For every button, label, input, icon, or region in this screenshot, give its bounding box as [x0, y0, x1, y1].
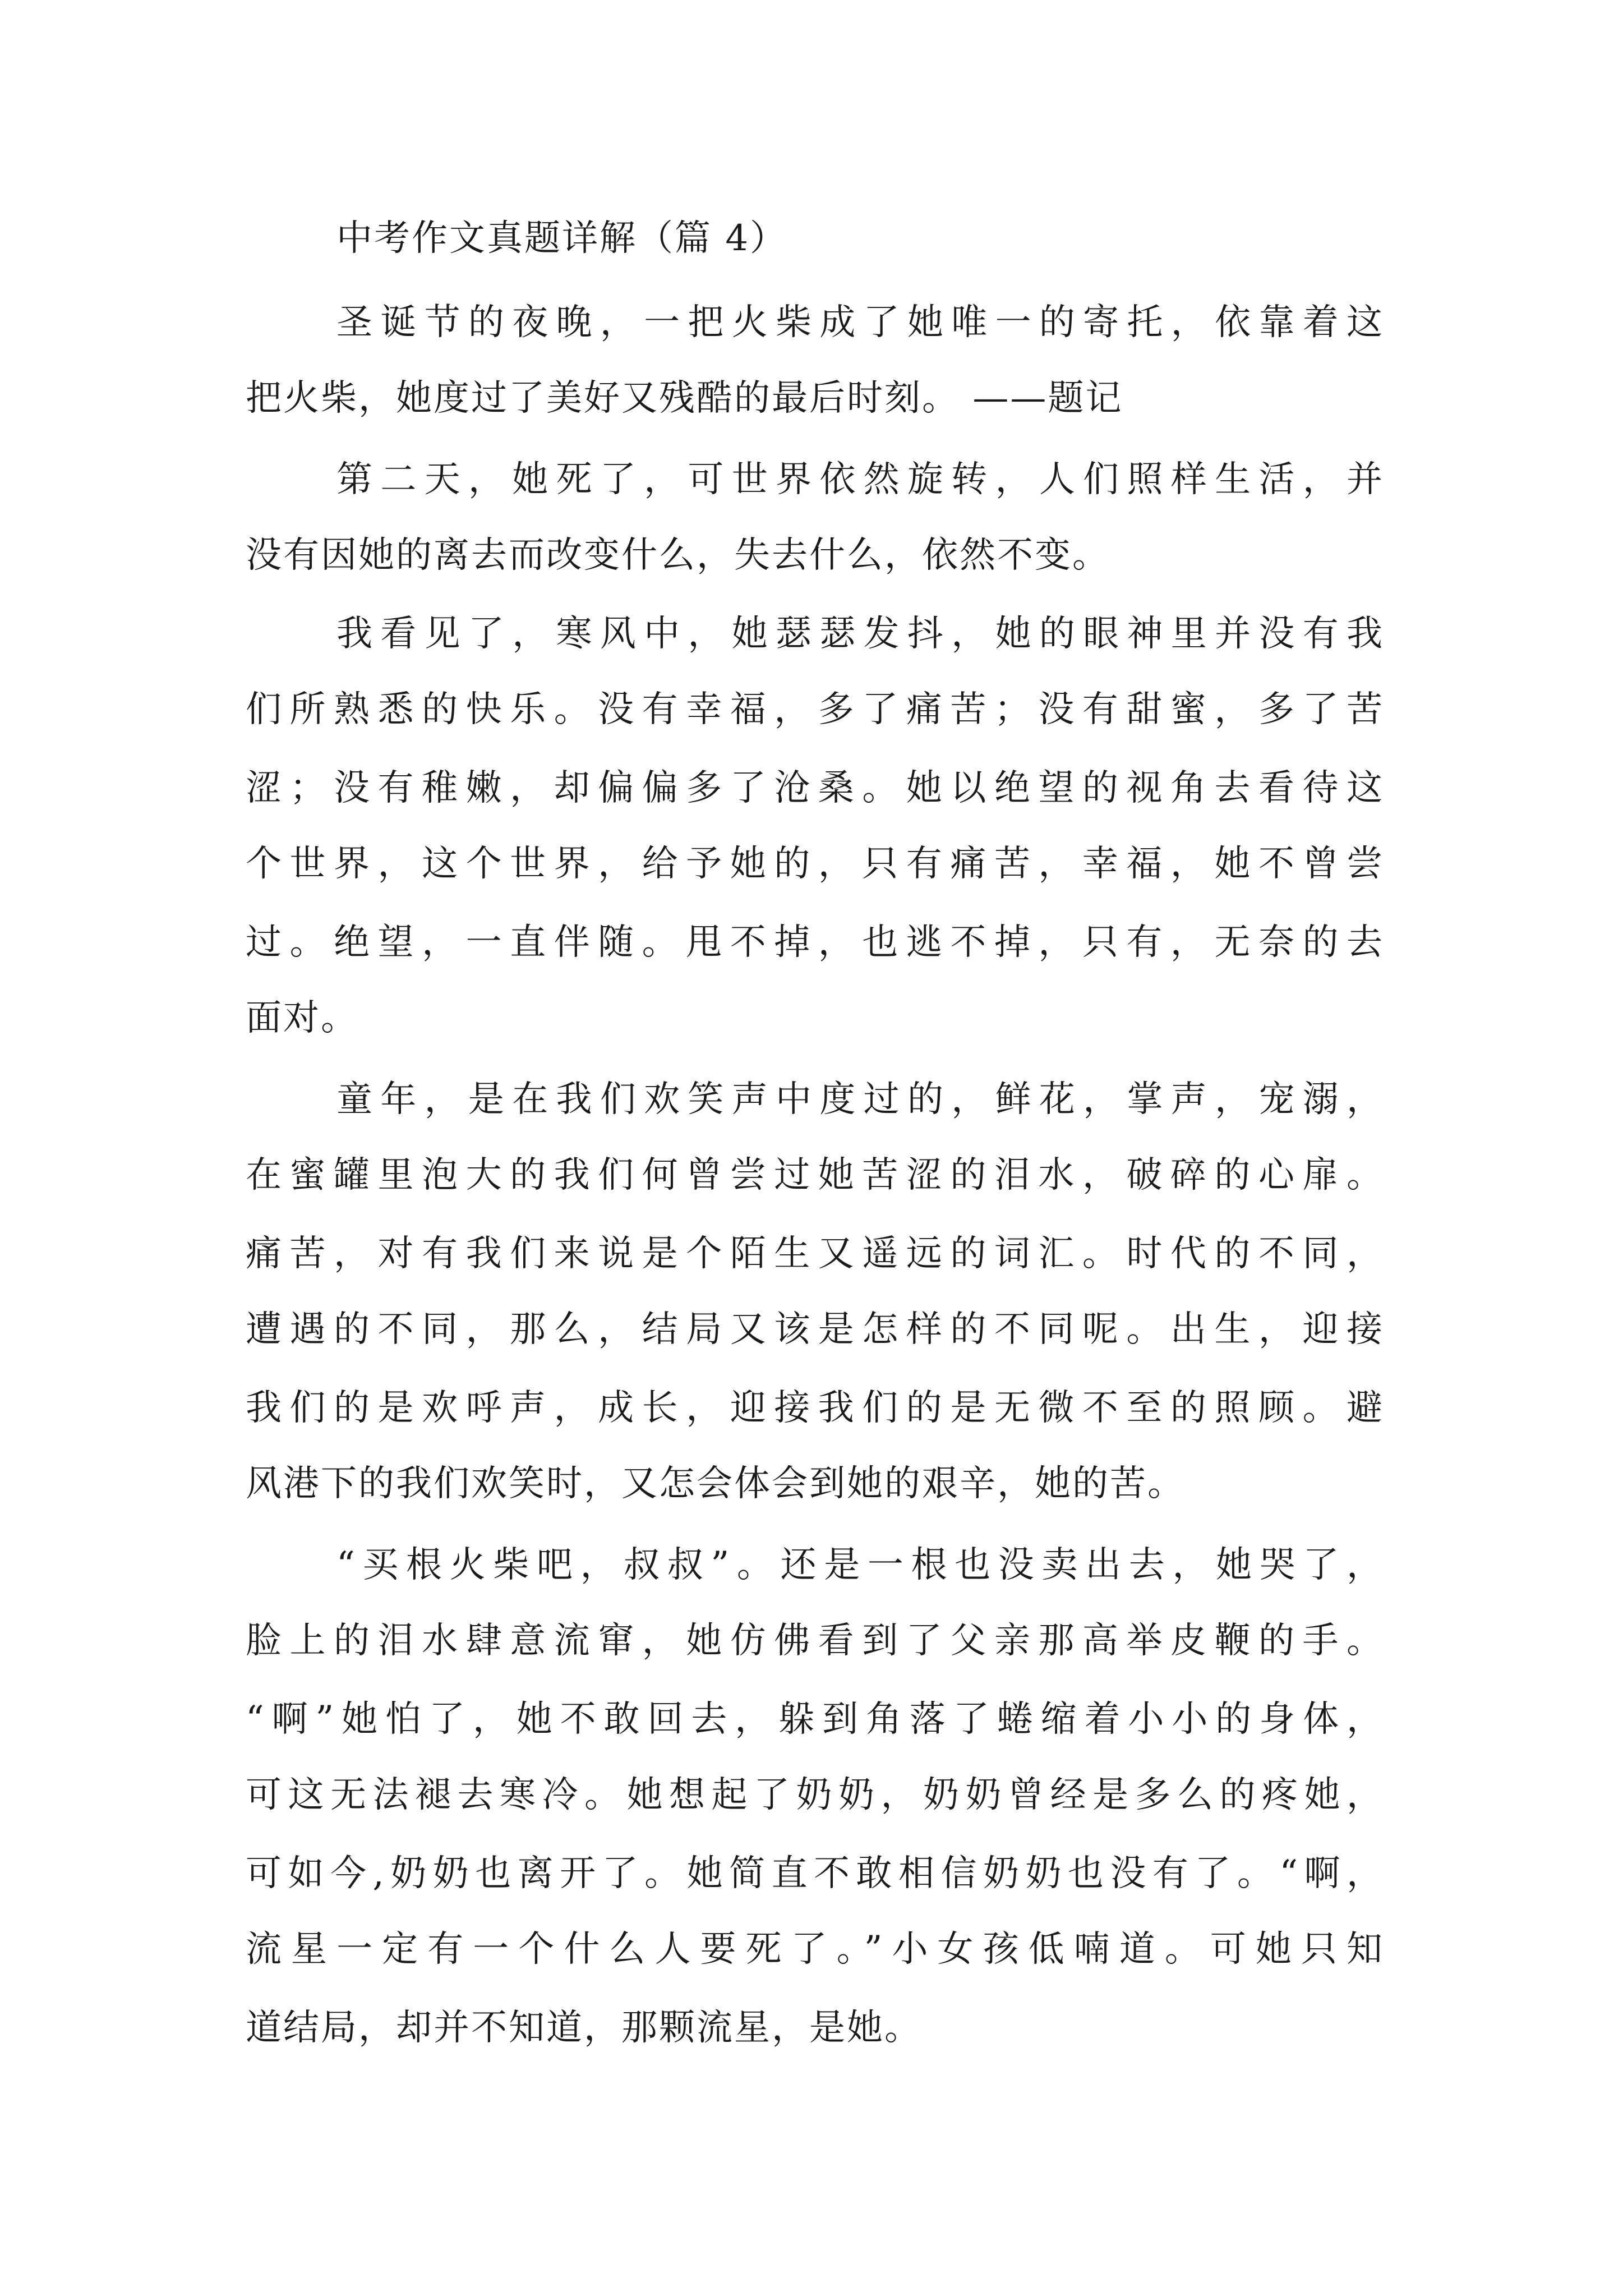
text-line: 没有因她的离去而改变什么，失去什么，依然不变。 — [246, 535, 1110, 576]
text-line: 第二天，她死了，可世界依然旋转，人们照样生活，并 — [336, 459, 1384, 500]
text-line: 痛苦，对有我们来说是个陌生又遥远的词汇。时代的不同， — [246, 1233, 1384, 1274]
text-line: 把火柴，她度过了美好又残酷的最后时刻。 ——题记 — [246, 378, 1123, 419]
text-line: 可这无法褪去寒冷。她想起了奶奶，奶奶曾经是多么的疼她， — [246, 1774, 1384, 1816]
text-line: 圣诞节的夜晚，一把火柴成了她唯一的寄托，依靠着这 — [336, 302, 1384, 343]
text-line: 个世界，这个世界，给予她的，只有痛苦，幸福，她不曾尝 — [246, 843, 1384, 885]
text-line: 可如今,奶奶也离开了。她简直不敢相信奶奶也没有了。“啊， — [246, 1853, 1384, 1894]
text-line: 道结局，却并不知道，那颗流星，是她。 — [246, 2007, 922, 2049]
text-line: 们所熟悉的快乐。没有幸福，多了痛苦；没有甜蜜，多了苦 — [246, 689, 1384, 730]
text-line: 我们的是欢呼声，成长，迎接我们的是无微不至的照顾。避 — [246, 1387, 1384, 1429]
text-line: 过。绝望，一直伴随。甩不掉，也逃不掉，只有，无奈的去 — [246, 922, 1384, 963]
text-line: 流星一定有一个什么人要死了。”小女孩低喃道。可她只知 — [246, 1929, 1384, 1970]
text-line: 风港下的我们欢笑时，又怎会体会到她的艰辛，她的苦。 — [246, 1463, 1185, 1504]
text-line: 童年，是在我们欢笑声中度过的，鲜花，掌声，宠溺， — [336, 1079, 1384, 1120]
text-line: “买根火柴吧，叔叔”。还是一根也没卖出去，她哭了， — [336, 1544, 1384, 1586]
text-line: 遭遇的不同，那么，结局又该是怎样的不同呢。出生，迎接 — [246, 1309, 1384, 1350]
text-line: 涩；没有稚嫩，却偏偏多了沧桑。她以绝望的视角去看待这 — [246, 767, 1384, 809]
text-line: “啊”她怕了，她不敢回去，躲到角落了蜷缩着小小的身体， — [246, 1699, 1384, 1740]
document-title: 中考作文真题详解（篇 4） — [336, 218, 788, 259]
text-line: 面对。 — [246, 997, 358, 1039]
text-line: 脸上的泪水肆意流窜，她仿佛看到了父亲那高举皮鞭的手。 — [246, 1620, 1384, 1662]
text-line: 在蜜罐里泡大的我们何曾尝过她苦涩的泪水，破碎的心扉。 — [246, 1154, 1384, 1196]
text-line: 我看见了，寒风中，她瑟瑟发抖，她的眼神里并没有我 — [336, 613, 1384, 655]
